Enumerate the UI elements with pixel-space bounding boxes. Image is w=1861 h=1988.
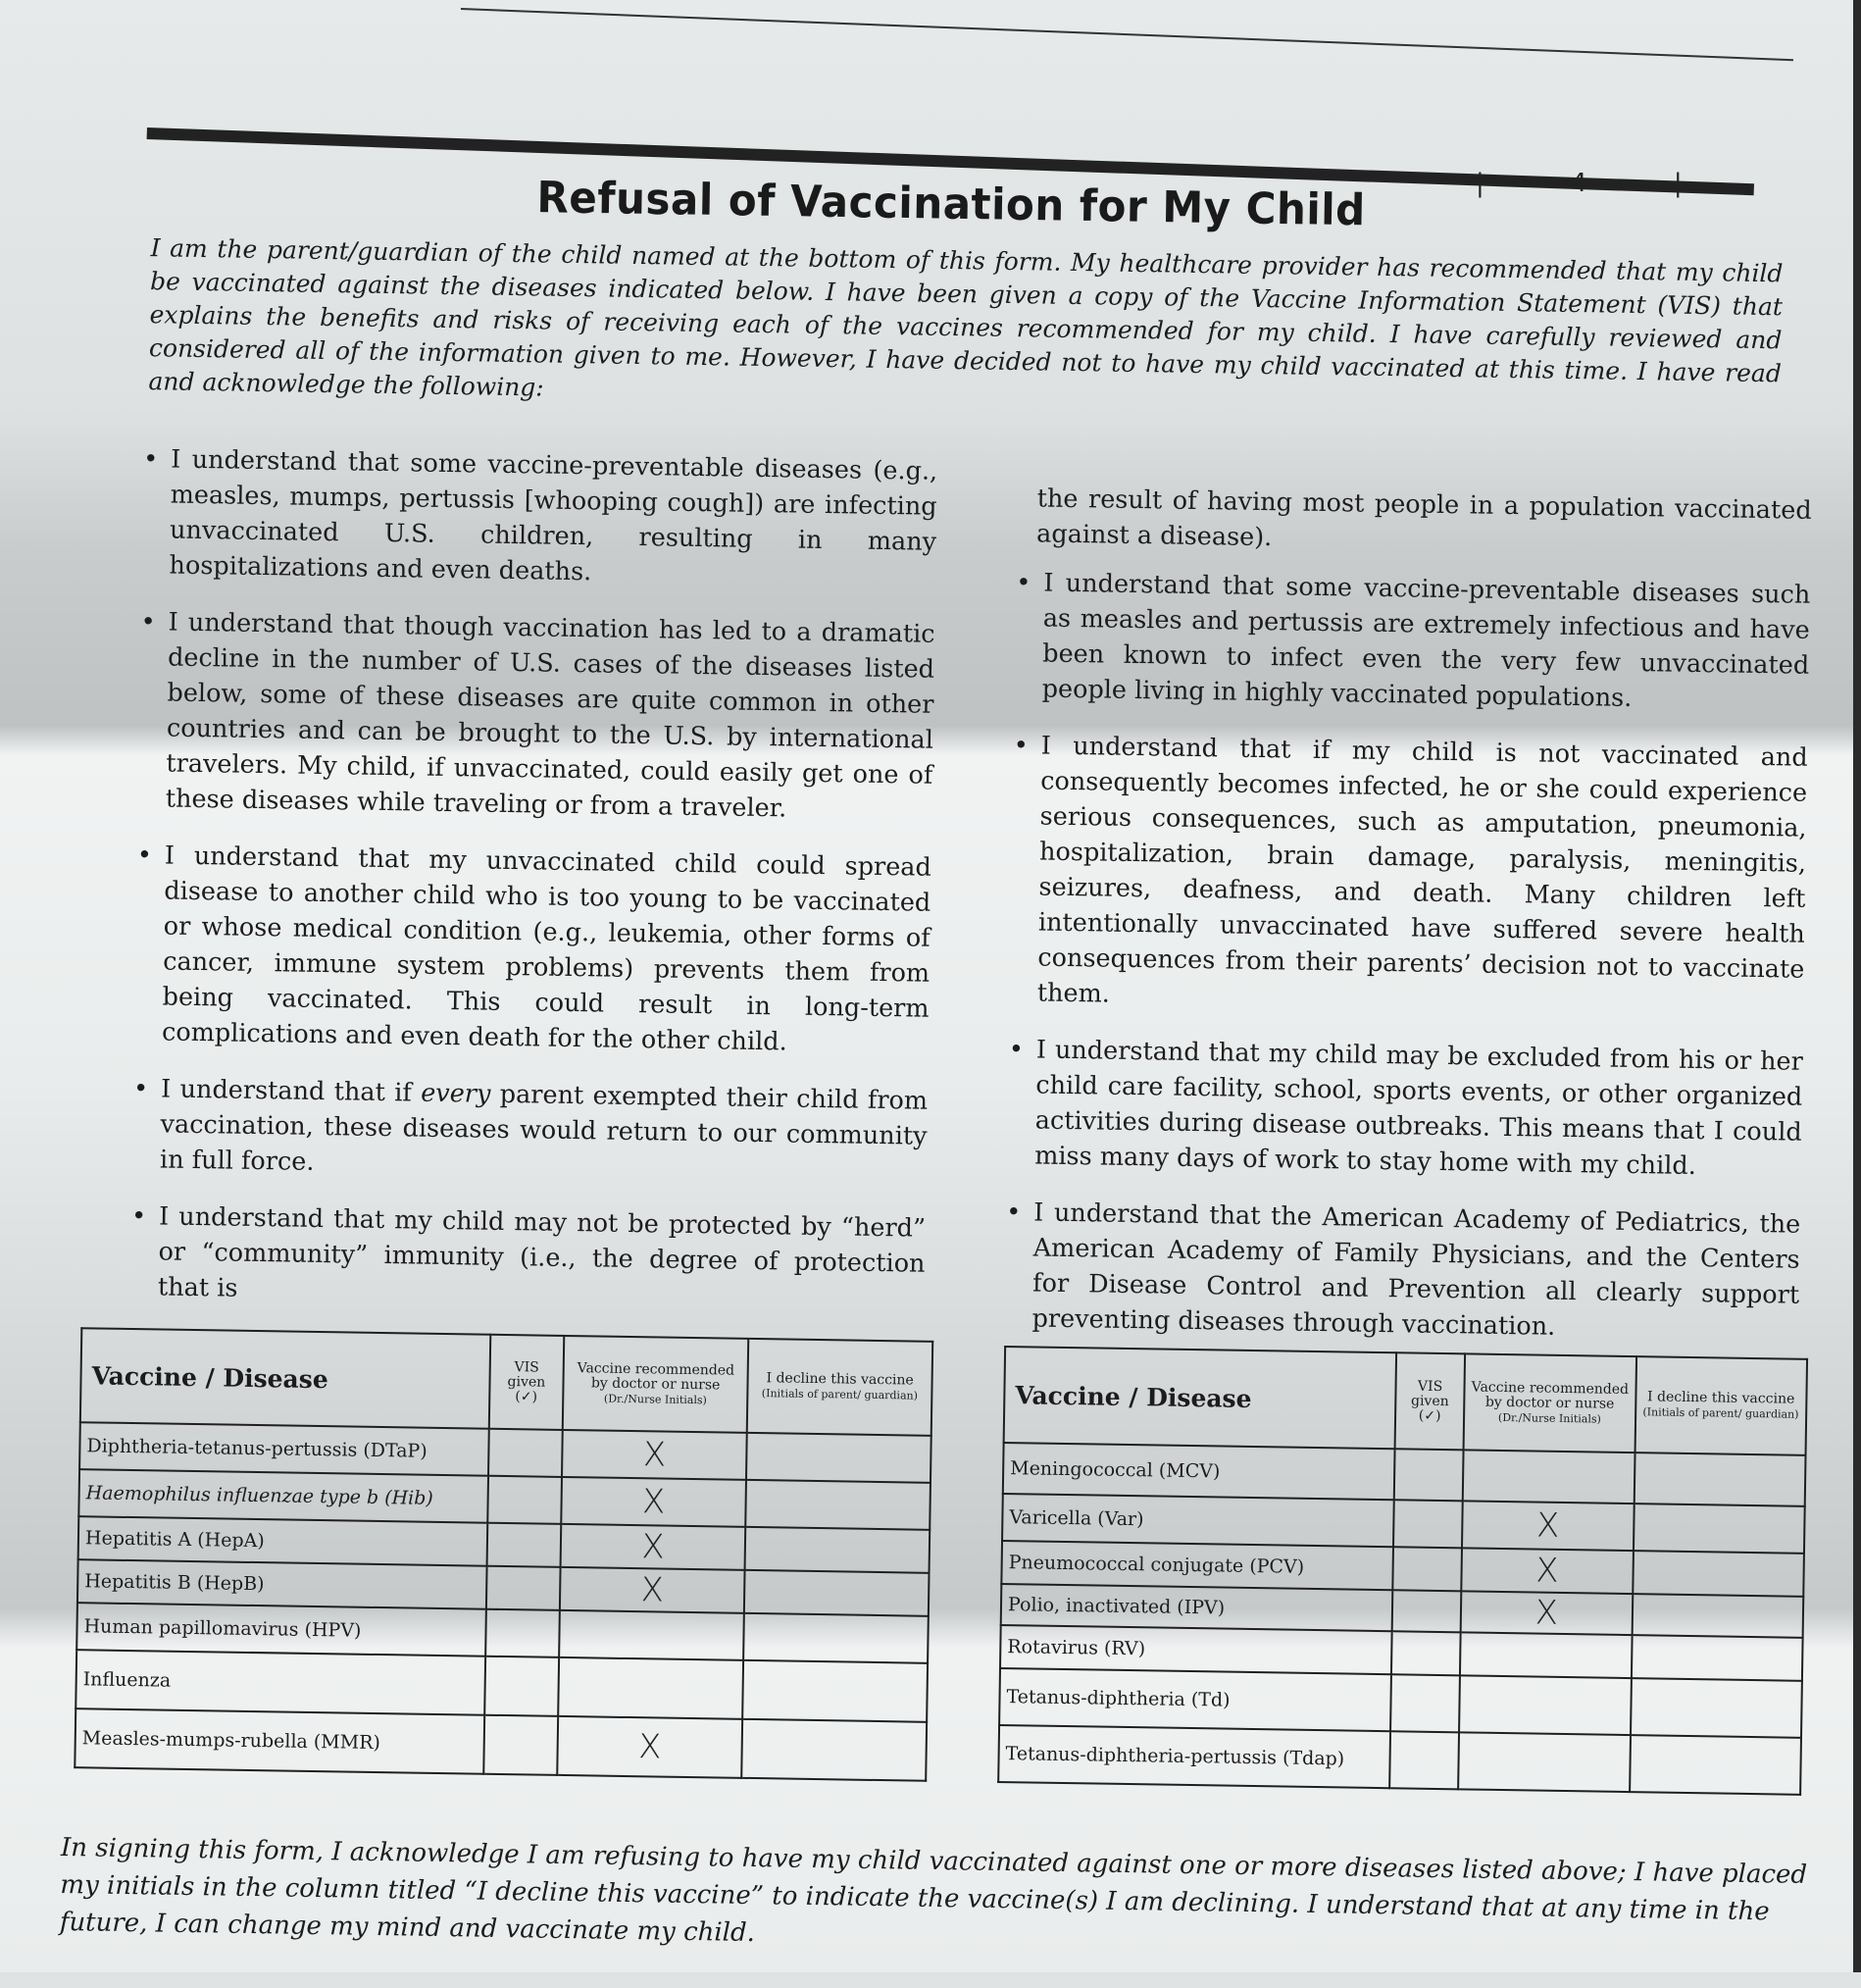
decline-initials-cell[interactable] [741, 1719, 927, 1781]
bullet-text: parent exempted their child from vaccination, these diseases would return to our community in full force. [159, 1079, 929, 1177]
vaccine-name: Rotavirus (RV) [1000, 1625, 1392, 1674]
decline-initials-cell[interactable] [745, 1527, 930, 1573]
recommended-cell[interactable]: X [561, 1524, 746, 1570]
recommended-cell[interactable] [1463, 1450, 1635, 1504]
vaccine-name: Influenza [75, 1650, 485, 1715]
vis-given-cell[interactable] [1393, 1500, 1463, 1548]
col-header-vis [1395, 1352, 1466, 1450]
col-header-recommended [1464, 1353, 1636, 1453]
header-text: VIS [514, 1358, 539, 1376]
list-item [132, 1071, 929, 1190]
vis-given-cell[interactable] [488, 1429, 563, 1477]
decline-initials-cell[interactable] [742, 1660, 928, 1722]
col-header-decline [747, 1339, 932, 1436]
vaccine-name: Tetanus-diphtheria-pertussis (Tdap) [998, 1725, 1390, 1788]
table-header-row [1004, 1347, 1807, 1455]
vis-given-cell[interactable] [485, 1609, 560, 1657]
header-text: I decline this vaccine [766, 1370, 914, 1389]
list-item [1004, 1195, 1800, 1349]
bullet-icon: • [140, 607, 156, 637]
decline-initials-cell[interactable] [743, 1613, 929, 1663]
recommended-cell[interactable]: X [1462, 1501, 1634, 1551]
vaccine-name: Haemophilus influenzae type b (Hib) [78, 1469, 487, 1523]
decline-initials-cell[interactable] [1633, 1551, 1804, 1597]
emphasis-text: every [420, 1078, 491, 1109]
list-item [130, 1198, 927, 1317]
bullet-icon: • [130, 1201, 147, 1232]
vis-given-cell[interactable] [1390, 1674, 1460, 1732]
decline-initials-cell[interactable] [1630, 1735, 1801, 1795]
vaccine-name: Hepatitis B (HepB) [77, 1559, 486, 1609]
vis-given-cell[interactable] [487, 1476, 562, 1524]
recommended-cell[interactable]: X [1461, 1591, 1633, 1635]
vaccine-name: Diphtheria-tetanus-pertussis (DTaP) [79, 1422, 488, 1476]
header-text: Vaccine recommended by doctor or nurse [1471, 1378, 1630, 1412]
recommended-cell[interactable] [1458, 1732, 1630, 1792]
bullet-icon: • [143, 444, 159, 475]
header-subtext: (Dr./Nurse Initials) [603, 1392, 707, 1406]
header-text: given [1410, 1393, 1449, 1409]
bullet-text: I understand that if [160, 1074, 422, 1108]
bullet-text: I understand that if my child is not vaccinated and consequently becomes infected, he or she could experience serious consequences, such as amputation, pneumonia, hospitalization, brain damage, paralysis, meningitis, seizures, deafness, and death. Many children left intentionally unvaccinated have suffered severe health consequences from their parents’ decision not to vaccinate them. [1036, 731, 1808, 1009]
col-header-vaccine: Vaccine / Disease [1004, 1347, 1396, 1449]
header-text: VIS [1417, 1378, 1443, 1395]
recommended-cell[interactable] [1459, 1675, 1631, 1735]
list-item [1014, 565, 1810, 719]
header-subtext: (Initials of parent/ guardian) [761, 1387, 919, 1402]
decline-initials-cell[interactable] [745, 1480, 930, 1530]
handwritten-marks: | 4 | [1476, 169, 1722, 198]
vaccine-table-left [74, 1327, 933, 1782]
page-title: Refusal of Vaccination for My Child [536, 172, 1367, 235]
closing-statement: In signing this form, I acknowledge I am refusing to have my child vaccinated against one or more diseases listed above; I have placed my initials in the column titled “I decline this vaccine” to indicate the vaccine(s) I am declining. I understand that at any time in the future, I can change my mind and vaccinate my child. [59, 1832, 1808, 1949]
col-header-vaccine: Vaccine / Disease [80, 1328, 490, 1429]
vis-given-cell[interactable] [1391, 1631, 1461, 1675]
bullet-text: I understand that some vaccine-preventable diseases such as measles and pertussis are extremely infectious and have been known to infect even the very few unvaccinated people living in highly vaccinated populations. [1041, 568, 1811, 713]
bullet-text: I understand that the American Academy of Pediatrics, the American Academy of Family Physicians, and the Centers for Disease Control and Prevention all clearly support preventing diseases through vaccination. [1031, 1198, 1801, 1342]
vaccine-name: Polio, inactivated (IPV) [1001, 1584, 1393, 1631]
bullet-icon: • [132, 1074, 149, 1104]
intro-paragraph: I am the parent/guardian of the child named at the bottom of this form. My healthcare provider has recommended that my child be vaccinated against the diseases indicated below. I have been given a copy of the Vaccine Information Statement (VIS) that explains the benefits and risks of receiving each of the vaccines recommended for my child. I have carefully reviewed and considered all of the information given to me. However, I have decided not to have my child vaccinated at this time. I have read and acknowledge the following: [148, 233, 1784, 402]
list-item-continuation: the result of having most people in a population vaccinated against a disease). [1035, 484, 1812, 553]
vaccine-name: Human papillomavirus (HPV) [76, 1603, 485, 1657]
decline-initials-cell[interactable] [1631, 1635, 1802, 1681]
recommended-cell[interactable] [1460, 1632, 1632, 1678]
check-icon: (✓) [515, 1388, 538, 1405]
vaccine-table-right [997, 1346, 1808, 1796]
bullet-icon: • [1013, 731, 1030, 761]
decline-initials-cell[interactable] [1634, 1453, 1805, 1506]
vaccine-name: Varicella (Var) [1002, 1494, 1394, 1547]
vis-given-cell[interactable] [486, 1523, 561, 1567]
vis-given-cell[interactable] [1389, 1731, 1459, 1789]
check-icon: (✓) [1418, 1407, 1441, 1424]
bullet-text: I understand that my unvaccinated child could spread disease to another child who is too young to be vaccinated or whose medical condition (e.g., leukemia, other forms of cancer, immune system problems) prevents them from being vaccinated. This could result in long-term complications and even death for the other child. [161, 841, 932, 1057]
header-text: given [507, 1373, 546, 1391]
vis-given-cell[interactable] [1392, 1590, 1462, 1632]
col-header-vis [488, 1335, 564, 1430]
recommended-cell[interactable]: X [561, 1477, 746, 1527]
bullet-text: I understand that some vaccine-preventable diseases (e.g., measles, mumps, pertussis [whooping cough]) are infecting unvaccinated U.S. children, resulting in many hospitalizations and even deaths. [169, 444, 938, 587]
right-column [1004, 481, 1812, 1370]
decline-initials-cell[interactable] [744, 1570, 930, 1616]
col-header-recommended [563, 1336, 748, 1433]
header-subtext: (Dr./Nurse Initials) [1497, 1410, 1601, 1426]
list-item [141, 441, 937, 595]
bullet-text: I understand that though vaccination has led to a dramatic decline in the number of U.S. cases of the diseases listed below, some of these diseases are quite common in other countries and can be brought to the U.S. by international travelers. My child, if unvaccinated, could easily get one of these diseases while traveling or from a traveler. [165, 607, 935, 824]
decline-initials-cell[interactable] [746, 1433, 931, 1483]
vaccine-name: Measles-mumps-rubella (MMR) [75, 1708, 484, 1774]
vaccine-name: Hepatitis A (HepA) [78, 1516, 487, 1566]
vis-given-cell[interactable] [483, 1715, 558, 1775]
vis-given-cell[interactable] [1394, 1449, 1464, 1501]
decline-initials-cell[interactable] [1634, 1504, 1805, 1554]
list-item [1010, 728, 1808, 1023]
header-subtext: (Initials of parent/ guardian) [1642, 1405, 1799, 1421]
left-column [129, 441, 937, 1339]
recommended-cell[interactable]: X [1461, 1548, 1633, 1594]
recommended-cell[interactable]: X [560, 1567, 745, 1613]
header-text: I decline this vaccine [1646, 1389, 1795, 1407]
decline-initials-cell[interactable] [1632, 1594, 1803, 1638]
table-row [75, 1708, 927, 1781]
list-item [138, 604, 935, 829]
bullet-icon: • [1006, 1198, 1022, 1228]
decline-initials-cell[interactable] [1631, 1678, 1802, 1738]
vis-given-cell[interactable] [1392, 1547, 1462, 1591]
table-header-row [80, 1328, 932, 1436]
table-row [998, 1725, 1801, 1795]
vaccine-name: Meningococcal (MCV) [1003, 1443, 1395, 1500]
list-item [1007, 1032, 1803, 1186]
bullet-icon: • [1008, 1035, 1025, 1065]
bullet-icon: • [136, 841, 153, 871]
bullet-text: I understand that my child may be excluded from his or her child care facility, school, sports events, or other organized activities during disease outbreaks. This means that I could miss many days of work to stay home with my child. [1033, 1035, 1804, 1182]
bullet-icon: • [1016, 568, 1031, 598]
recommended-cell[interactable] [559, 1610, 744, 1660]
vis-given-cell[interactable] [484, 1657, 559, 1716]
vis-given-cell[interactable] [486, 1566, 561, 1610]
recommended-cell[interactable] [558, 1657, 743, 1719]
header-text: Vaccine recommended by doctor or nurse [577, 1359, 735, 1393]
recommended-cell[interactable]: X [557, 1716, 742, 1778]
list-item [134, 838, 931, 1062]
recommended-cell[interactable]: X [562, 1430, 747, 1480]
bullet-text: I understand that my child may not be protected by “herd” or “community” immunity (i.e., the degree of protection that is [157, 1201, 927, 1303]
vaccine-name: Pneumococcal conjugate (PCV) [1001, 1541, 1393, 1590]
col-header-decline [1635, 1356, 1807, 1455]
vaccine-name: Tetanus-diphtheria (Td) [999, 1668, 1391, 1731]
